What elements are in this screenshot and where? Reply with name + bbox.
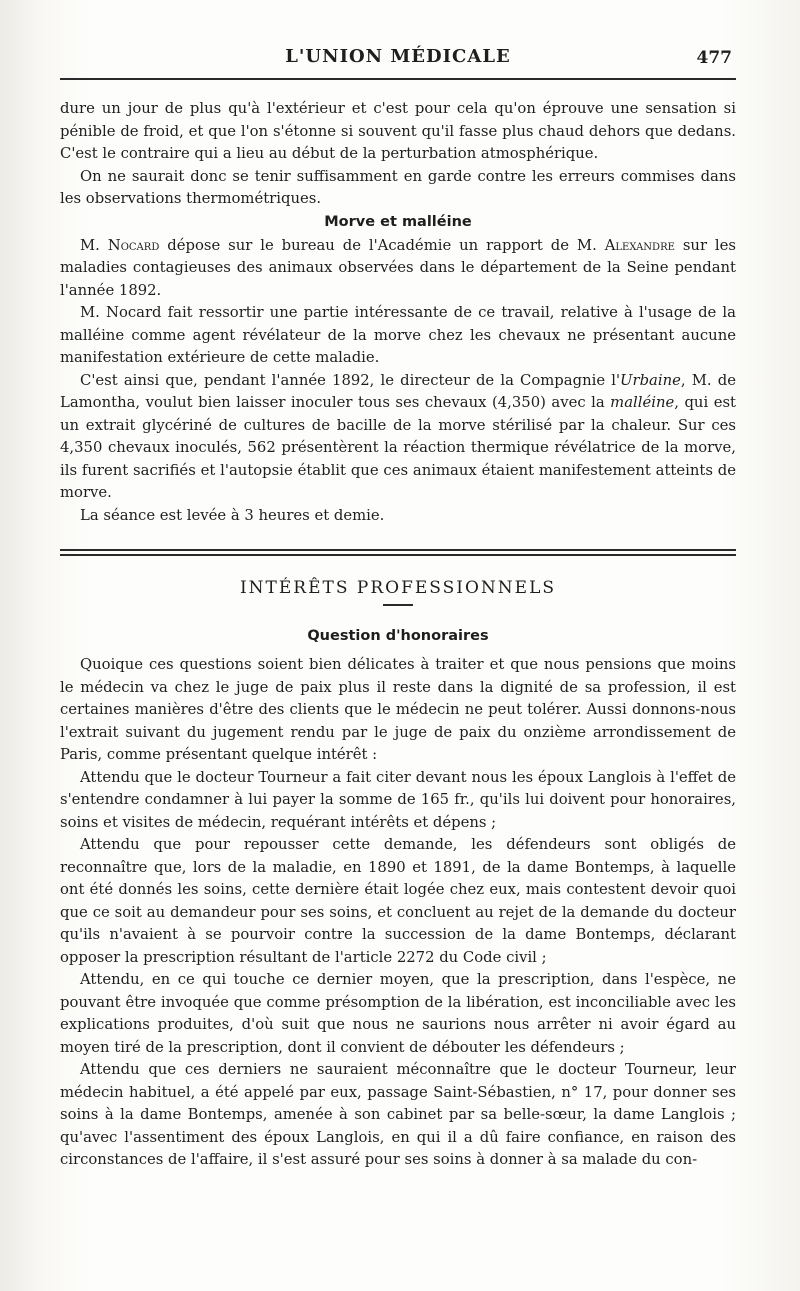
paragraph: Attendu que le docteur Tourneur a fait citer devant nous les époux Langlois à l'effet de s'entendre condamner à lui payer la somme de 165 fr., qu'ils lui doivent pour honoraires, soins et visites de médecin, requérant intérêts et dépens ;	[60, 768, 736, 831]
section-title: INTÉRÊTS PROFESSIONNELS	[239, 578, 557, 598]
journal-title: L'UNION MÉDICALE	[285, 46, 511, 67]
italic-term: Urbaine	[620, 371, 681, 389]
running-header	[60, 40, 736, 80]
paragraph	[60, 370, 736, 505]
paragraph: dure un jour de plus qu'à l'extérieur et c'est pour cela qu'on éprouve une sensation si pénible de froid, et que l'on s'étonne si souvent qu'il fasse plus chaud dehors que dedans. C'est le contraire qui a lieu au début de la perturbation atmosphérique.	[60, 100, 736, 162]
subsection-title: Question d'honoraires	[307, 628, 489, 644]
paragraph: Attendu que ces derniers ne sauraient méconnaître que le docteur Tourneur, leur médecin habituel, a été appelé par eux, passage Saint-Sébastien, n° 17, pour donner ses soins à la dame Bontemps, amenée à son cabinet par sa belle-sœur, la dame Langlois ; qu'avec l'assentiment des époux Langlois, en qui il a dû faire confiance, en raison des circonstances de l'affaire, il s'est assuré pour ses soins à donner à sa malade du con-	[60, 1061, 736, 1168]
title-rule	[383, 604, 413, 606]
text-run: dépose sur le bureau de l'Académie un rapport de M.	[159, 236, 605, 254]
author-name: M. Nocard	[80, 236, 160, 254]
paragraph: La séance est levée à 3 heures et demie.	[80, 506, 385, 524]
section-heading: Morve et malléine	[324, 213, 472, 230]
page-number: 477	[696, 48, 732, 68]
paragraph: M. Nocard fait ressortir une partie intéressante de ce travail, relative à l'usage de la malléine comme agent révélateur de la morve chez les chevaux ne présentant aucune manifestation extérieure de cette maladie.	[60, 304, 736, 366]
author-name: Alexandre	[604, 236, 675, 254]
text-run: , M. de Lamontha, voulut bien laisser inoculer tous ses chevaux (4,350) avec la	[60, 371, 736, 411]
paragraph: Quoique ces questions soient bien délicates à traiter et que nous pensions que moins le médecin va chez le juge de paix plus il reste dans la dignité de sa profession, il est certaines manières d'être des clients que le médecin ne peut tolérer. Aussi donnons-nous l'extrait suivant du jugement rendu par le juge de paix du onzième arrondissement de Paris, comme présentant quelque intérêt :	[60, 656, 736, 763]
academy-report-section	[60, 98, 736, 527]
paragraph	[60, 235, 736, 303]
paragraph: Attendu, en ce qui touche ce dernier moyen, que la prescription, dans l'espèce, ne pouvant être invoquée que comme présomption de la libération, est inconciliable avec les explications produites, d'où suit que nous ne saurions nous arrêter ni avoir égard au moyen tiré de la prescription, dont il convient de débouter les défendeurs ;	[60, 971, 736, 1056]
text-run: C'est ainsi que, pendant l'année 1892, le directeur de la Compagnie l'	[80, 371, 621, 389]
paragraph: Attendu que pour repousser cette demande, les défendeurs sont obligés de reconnaître que, lors de la maladie, en 1890 et 1891, de la dame Bontemps, à laquelle ont été donnés les soins, cette dernière était logée chez eux, mais contestent devoir quoi que ce soit au demandeur pour ses soins, et concluent au rejet de la demande du docteur qu'ils n'avaient à se pourvoir contre la succession de la dame Bontemps, déclarant opposer la prescription résultant de l'article 2272 du Code civil ;	[60, 836, 736, 966]
italic-term: malléine	[610, 394, 675, 411]
text-run: sur les maladies contagieuses des animaux observées dans le département de la Seine pendant l'année 1892.	[60, 236, 737, 299]
professional-interests-section	[60, 578, 736, 1172]
paragraph: On ne saurait donc se tenir suffisamment en garde contre les erreurs commises dans les observations thermométriques.	[60, 167, 736, 207]
text-run: , qui est un extrait glycériné de cultures de bacille de la morve stérilisé par la chaleur. Sur ces 4,350 chevaux inoculés, 562 présentèrent la réaction thermique révélatrice de la morve, ils furent sacrifiés et l'autopsie établit que ces animaux étaient manifestement atteints de morve.	[60, 394, 736, 501]
section-divider	[60, 549, 736, 556]
